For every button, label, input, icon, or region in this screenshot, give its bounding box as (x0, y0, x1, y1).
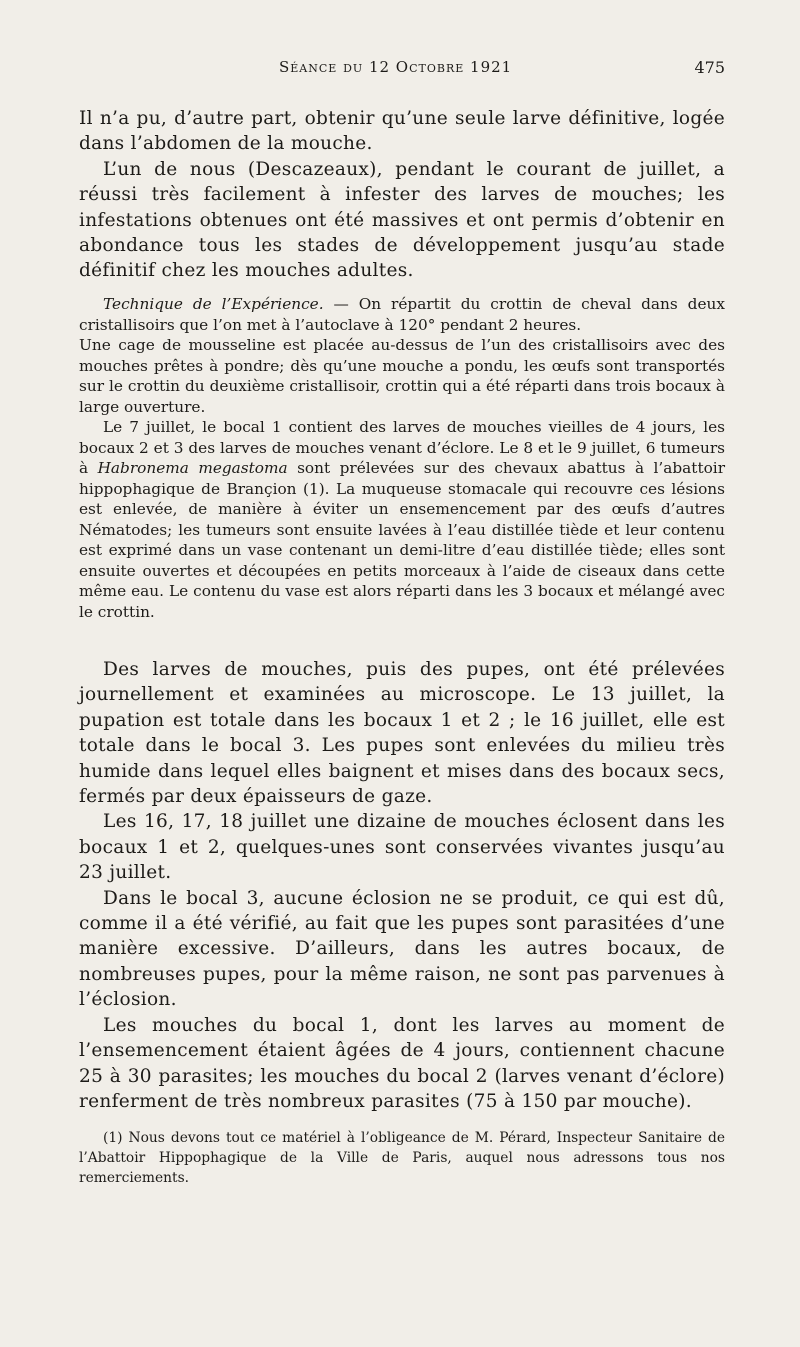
technique-text-1: — On répartit du crottin de cheval dans deux cristallisoirs que l’on met à l’autoclave à 120° pendant 2 heures. (79, 295, 725, 334)
species-name: Habronema megastoma (97, 459, 288, 477)
paragraph-4: Les 16, 17, 18 juillet une dizaine de mouches éclosent dans les bocaux 1 et 2, quelques-unes sont conservées vivantes jusqu’au 23 juillet. (79, 811, 725, 884)
paragraph-6: Les mouches du bocal 1, dont les larves au moment de l’ensemencement étaient âgées de 4 jours, contiennent chacune 25 à 30 parasites; les mouches du bocal 2 (larves venant d’éclore) renferment de très nombreux parasites (75 à 150 par mouche). (79, 1014, 725, 1112)
paragraph-1: Il n’a pu, d’autre part, obtenir qu’une seule larve définitive, logée dans l’abdomen de la mouche. (79, 108, 725, 155)
top-paragraphs (79, 106, 725, 284)
paragraph-2: L’un de nous (Descazeaux), pendant le courant de juillet, a réussi très facilement à infester des larves de mouches; les infestations obtenues ont été massives et ont permis d’obtenir en abondance tous les stades de développement jusqu’au stade définitif chez les mouches adultes. (79, 158, 725, 282)
page-number: 475 (694, 58, 725, 77)
technique-paragraph-3 (79, 417, 725, 622)
technique-paragraph-2: Une cage de mousseline est placée au-dessus de l’un des cristallisoirs avec des mouches prêtes à pondre; dès qu’une mouche a pondu, les œufs sont transportés sur le crottin du deuxième cristallisoir, crottin qui a été réparti dans trois bocaux à large ouverture. (79, 336, 725, 416)
page-header (79, 58, 725, 88)
technique-heading: Technique de l’Expérience. (103, 295, 324, 313)
running-title: Séance du 12 Octobre 1921 (279, 58, 513, 76)
technique-section (79, 294, 725, 622)
technique-text-3b: sont prélevées sur des chevaux abattus à l’abattoir hippophagique de Brançion (1). La muqueuse stomacale qui recouvre ces lésions est enlevée, de manière à éviter un ensemencement par des œufs d’autres Nématodes; les tumeurs sont ensuite lavées à l’eau distillée tiède et leur contenu est exprimé dans un vase contenant un demi-litre d’eau distillée tiède; elles sont ensuite ouvertes et découpées en petits morceaux à l’aide de ciseaux dans cette même eau. Le contenu du vase est alors réparti dans les 3 bocaux et mélangé avec le crottin. (79, 459, 726, 621)
technique-text-3a: Le 7 juillet, le bocal 1 contient des larves de mouches vieilles de 4 jours, les bocaux 2 et 3 des larves de mouches venant d’éclore. Le 8 et le 9 juillet, 6 tumeurs à (79, 418, 725, 477)
paragraph-3: Des larves de mouches, puis des pupes, ont été prélevées journellement et examinées au microscope. Le 13 juillet, la pupation est totale dans les bocaux 1 et 2 ; le 16 juillet, elle est totale dans le bocal 3. Les pupes sont enlevées du milieu très humide dans lequel elles baignent et mises dans des bocaux secs, fermés par deux épaisseurs de gaze. (79, 659, 725, 808)
bottom-paragraphs (79, 657, 725, 1114)
footnote: (1) Nous devons tout ce matériel à l’obligeance de M. Pérard, Inspecteur Sanitaire de l’Abattoir Hippophagique de la Ville de Paris, auquel nous adressons tous nos remerciements. (79, 1130, 725, 1186)
technique-paragraph-1 (79, 294, 725, 335)
paragraph-5: Dans le bocal 3, aucune éclosion ne se produit, ce qui est dû, comme il a été vérifié, au fait que les pupes sont parasitées d’une manière excessive. D’ailleurs, dans les autres bocaux, de nombreuses pupes, pour la même raison, ne sont pas parvenues à l’éclosion. (79, 887, 725, 1011)
